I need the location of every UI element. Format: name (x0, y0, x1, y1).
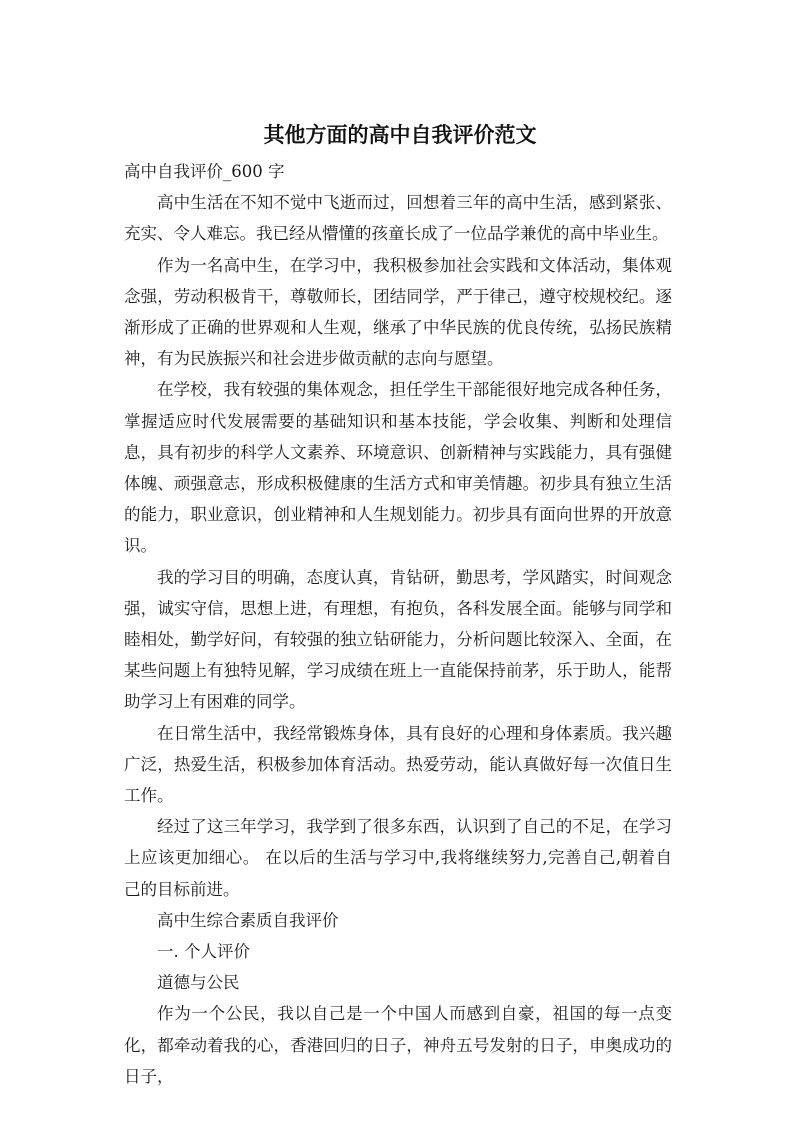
document-body (124, 156, 672, 1092)
paragraph-citizen: 作为一个公民，我以自己是一个中国人而感到自豪，祖国的每一点变化，都牵动着我的心，香港回归的日子，神舟五号发射的日子，申奥成功的日子， (124, 1004, 672, 1086)
section-heading-personal: 一. 个人评价 (157, 942, 250, 962)
paragraph-study: 我的学习目的明确，态度认真，肯钻研，勤思考，学风踏实，时间观念强，诚实守信，思想上进，有理想，有抱负，各科发展全面。能够与同学和睦相处，勤学好问，有较强的独立钻研能力，分析问题比较深入、全面，在某些问题上有独特见解，学习成绩在班上一直能保持前茅，乐于助人，能帮助学习上有困难的同学。 (124, 567, 672, 712)
paragraph-social-practice: 作为一名高中生，在学习中，我积极参加社会实践和文体活动，集体观念强，劳动积极肯干，尊敬师长，团结同学，严于律己，遵守校规校纪。逐渐形成了正确的世界观和人生观，继承了中华民族的优良传统，弘扬民族精神，有为民族振兴和社会进步做贡献的志向与愿望。 (124, 255, 672, 369)
paragraph-school: 在学校，我有较强的集体观念，担任学生干部能很好地完成各种任务，掌握适应时代发展需要的基础知识和基本技能，学会收集、判断和处理信息，具有初步的科学人文素养、环境意识、创新精神与实践能力，具有强健体魄、顽强意志，形成积极健康的生活方式和审美情趣。初步具有独立生活的能力，职业意识，创业精神和人生规划能力。初步具有面向世界的开放意识。 (124, 380, 672, 556)
section-heading-quality: 高中生综合素质自我评价 (157, 910, 339, 930)
document-title: 其他方面的高中自我评价范文 (263, 123, 537, 147)
paragraph-conclusion: 经过了这三年学习，我学到了很多东西，认识到了自己的不足，在学习上应该更加细心。 在以后的生活与学习中,我将继续努力,完善自己,朝着自己的目标前进。 (124, 817, 672, 899)
document-subtitle: 高中自我评价_600 字 (124, 162, 285, 181)
section-heading-morality: 道德与公民 (157, 973, 240, 993)
paragraph-intro: 高中生活在不知不觉中飞逝而过，回想着三年的高中生活，感到紧张、充实、令人难忘。我已经从懵懂的孩童长成了一位品学兼优的高中毕业生。 (124, 193, 672, 244)
paragraph-daily-life: 在日常生活中，我经常锻炼身体，具有良好的心理和身体素质。我兴趣广泛，热爱生活，积极参加体育活动。热爱劳动，能认真做好每一次值日生工作。 (124, 723, 672, 806)
